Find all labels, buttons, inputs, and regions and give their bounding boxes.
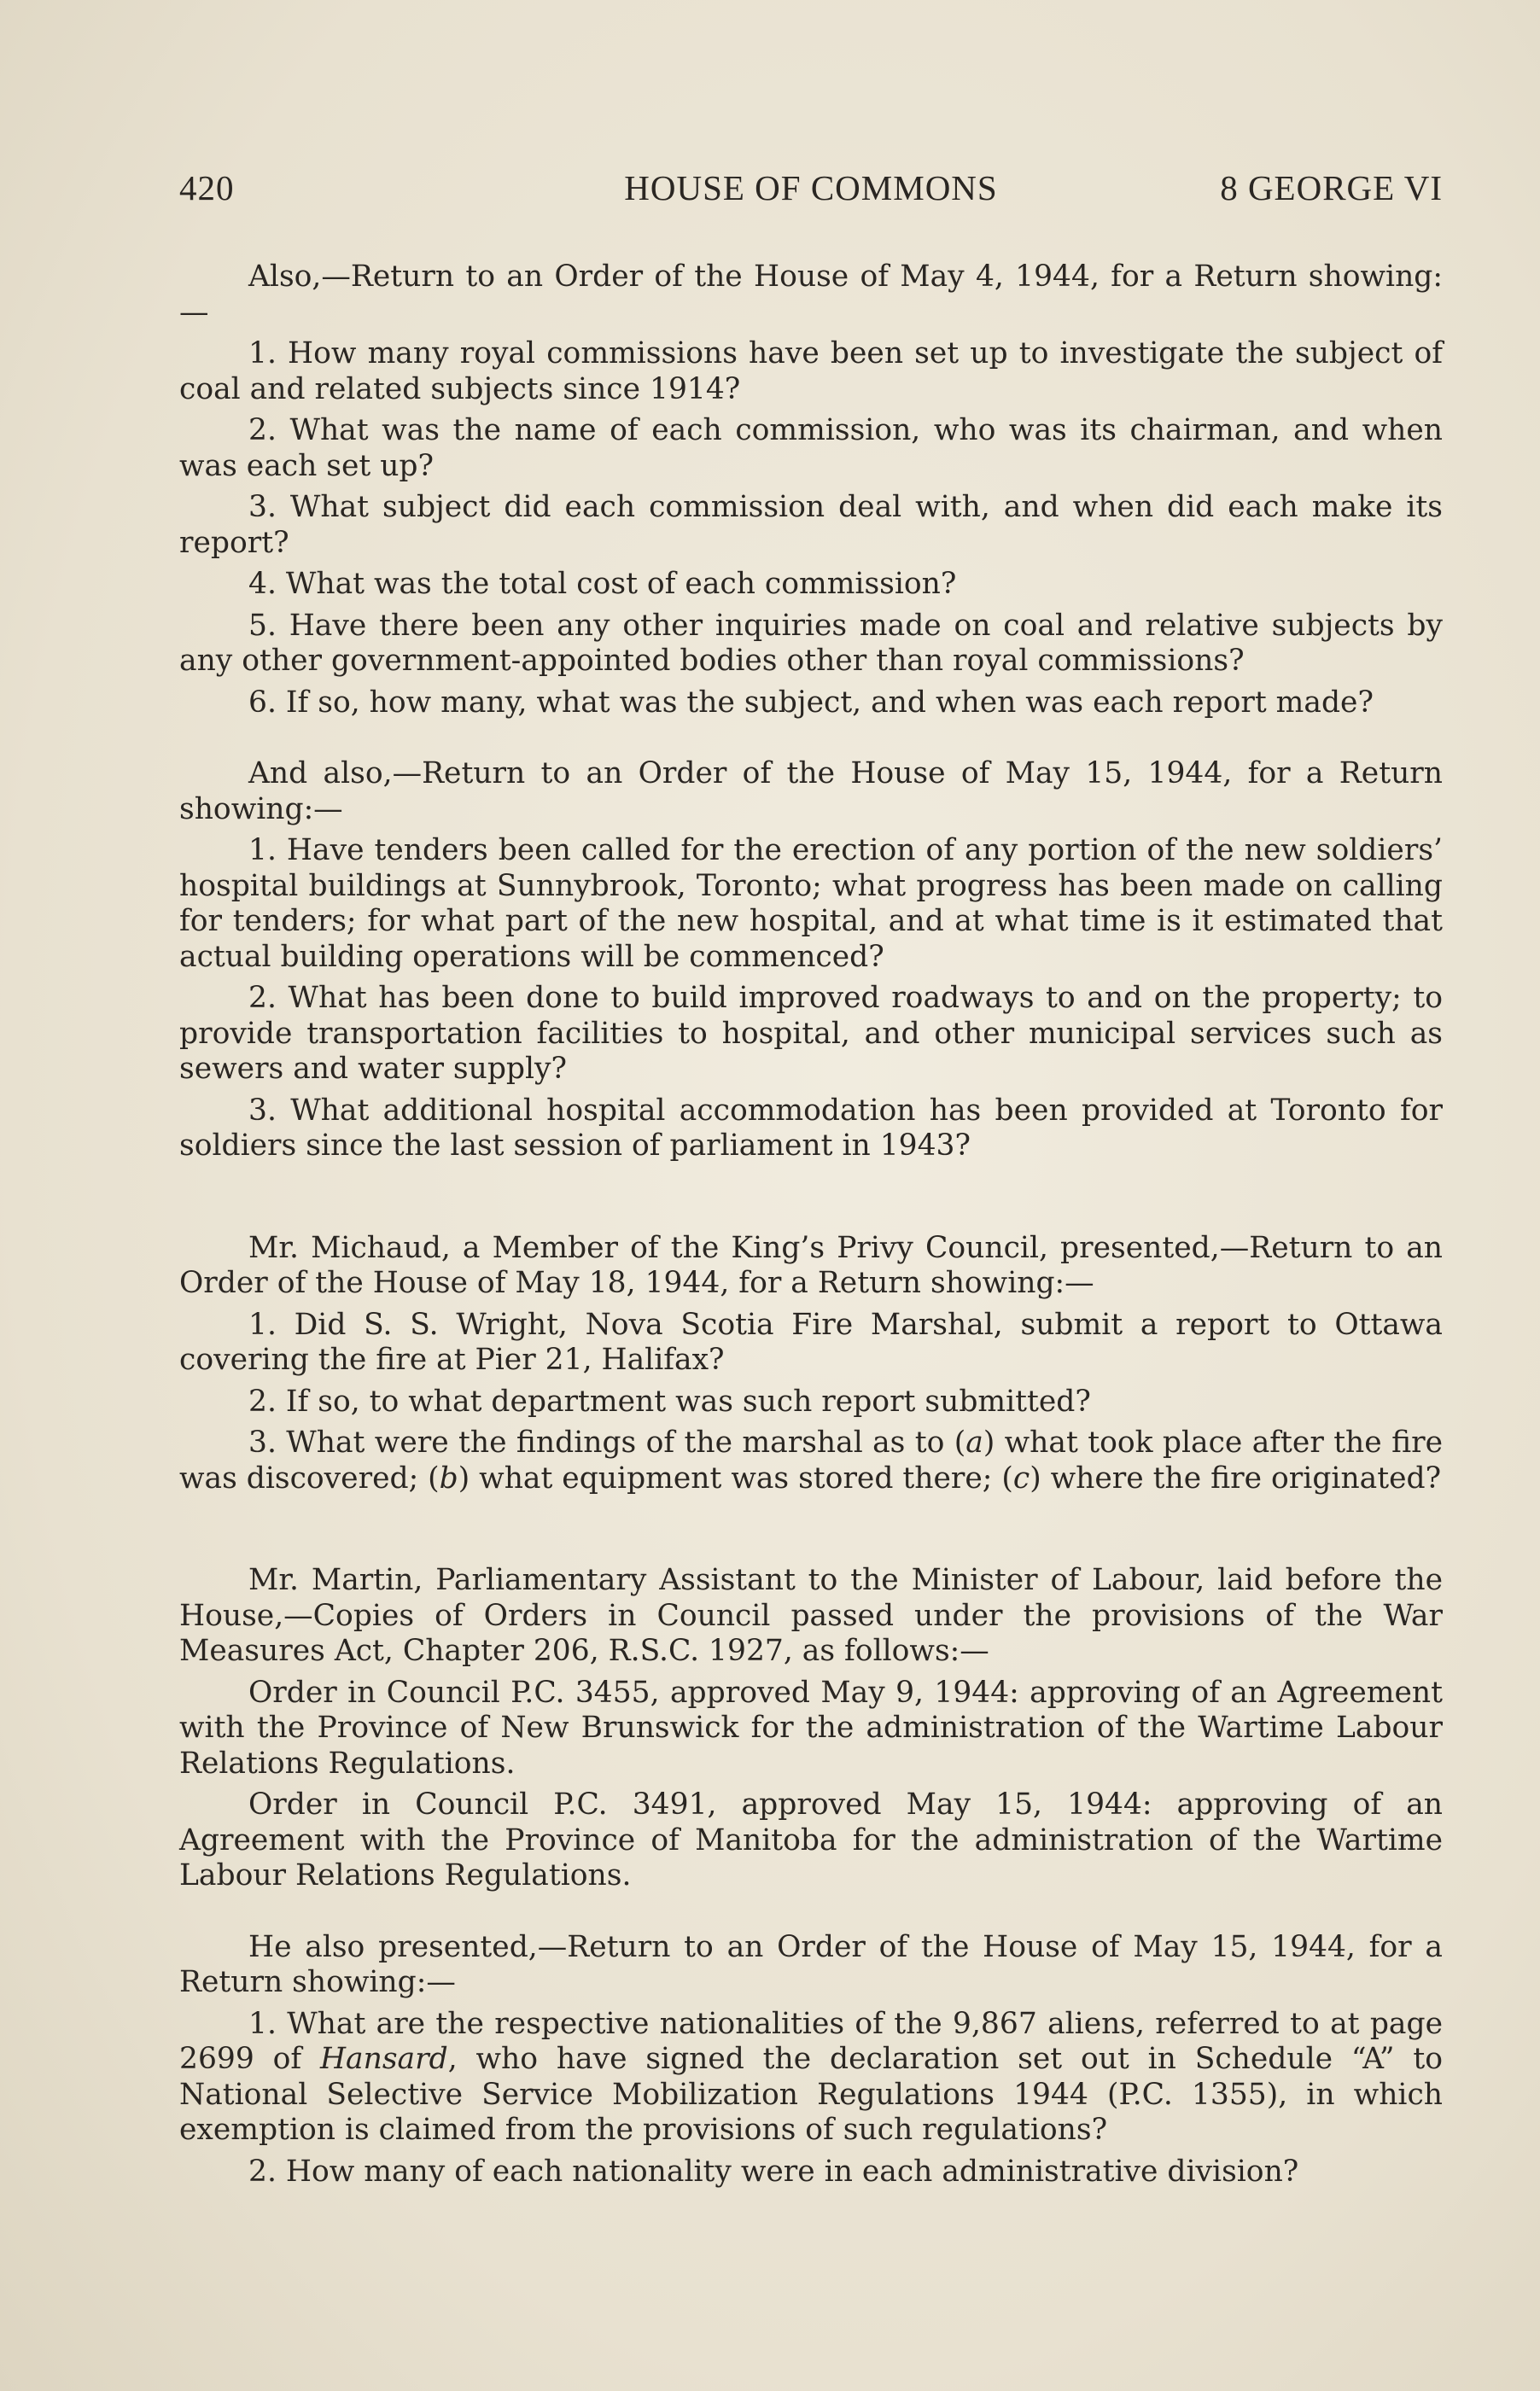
paragraph: 3. What subject did each commission deal with, and when did each make its report? <box>179 490 1443 560</box>
paragraph: Order in Council P.C. 3455, approved May 9, 1944: approving of an Agreement with the Province of New Brunswick for the administration of the Wartime Labour Relations Regulations. <box>179 1675 1443 1781</box>
paragraph: 1. How many royal commissions have been set up to investigate the subject of coal and related subjects since 1914? <box>179 336 1443 406</box>
paragraph: 3. What were the findings of the marshal as to (a) what took place after the fire was discovered; (b) what equipment was stored there; (c) where the fire originated? <box>179 1426 1443 1496</box>
paragraph: 3. What additional hospital accommodation has been provided at Toronto for soldiers since the last session of parliament in 1943? <box>179 1093 1443 1163</box>
paragraph: Also,—Return to an Order of the House of May 4, 1944, for a Return showing:— <box>179 260 1443 329</box>
page-body <box>179 260 1443 2196</box>
page-header-title: HOUSE OF COMMONS <box>624 168 998 207</box>
paragraph: 2. If so, to what department was such report submitted? <box>248 1384 1091 1419</box>
paragraph: Mr. Martin, Parliamentary Assistant to the Minister of Labour, laid before the House,—Copies of Orders in Council passed under the provisions of the War Measures Act, Chapter 206, R.S.C. 1927, as follows:— <box>179 1563 1443 1668</box>
page-header <box>179 167 1443 219</box>
paragraph: And also,—Return to an Order of the House of May 15, 1944, for a Return showing:— <box>179 756 1443 826</box>
paragraph: 2. How many of each nationality were in each administrative division? <box>248 2154 1299 2189</box>
paragraph: 2. What has been done to build improved roadways to and on the property; to provide transportation facilities to hospital, and other municipal services such as sewers and water supply? <box>179 981 1443 1086</box>
paragraph: 5. Have there been any other inquiries made on coal and relative subjects by any other government-appointed bodies other than royal commissions? <box>179 608 1443 678</box>
paragraph: Mr. Michaud, a Member of the King’s Privy Council, presented,—Return to an Order of the House of May 18, 1944, for a Return showing:— <box>179 1230 1443 1300</box>
paragraph: 2. What was the name of each commission, who was its chairman, and when was each set up? <box>179 413 1443 483</box>
page-number: 420 <box>179 168 235 207</box>
paragraph: 4. What was the total cost of each commission? <box>248 567 957 601</box>
paragraph: 1. Did S. S. Wright, Nova Scotia Fire Marshal, submit a report to Ottawa covering the fire at Pier 21, Halifax? <box>179 1307 1443 1377</box>
paragraph: He also presented,—Return to an Order of the House of May 15, 1944, for a Return showing:— <box>179 1929 1443 1999</box>
paragraph: 1. What are the respective nationalities of the 9,867 aliens, referred to at page 2699 of Hansard, who have signed the declaration set out in Schedule “A” to National Selective Service Mobilization Regulations 1944 (P.C. 1355), in which exemption is claimed from the provisions of such regulations? <box>179 2006 1443 2147</box>
paragraph: 1. Have tenders been called for the erection of any portion of the new soldiers’ hospital buildings at Sunnybrook, Toronto; what progress has been made on calling for tenders; for what part of the new hospital, and at what time is it estimated that actual building operations will be commenced? <box>179 833 1443 974</box>
paragraph: Order in Council P.C. 3491, approved May 15, 1944: approving of an Agreement with the Province of Manitoba for the administration of the Wartime Labour Relations Regulations. <box>179 1787 1443 1892</box>
paragraph: 6. If so, how many, what was the subject, and when was each report made? <box>248 685 1374 720</box>
page-header-session: 8 GEORGE VI <box>1220 168 1443 207</box>
